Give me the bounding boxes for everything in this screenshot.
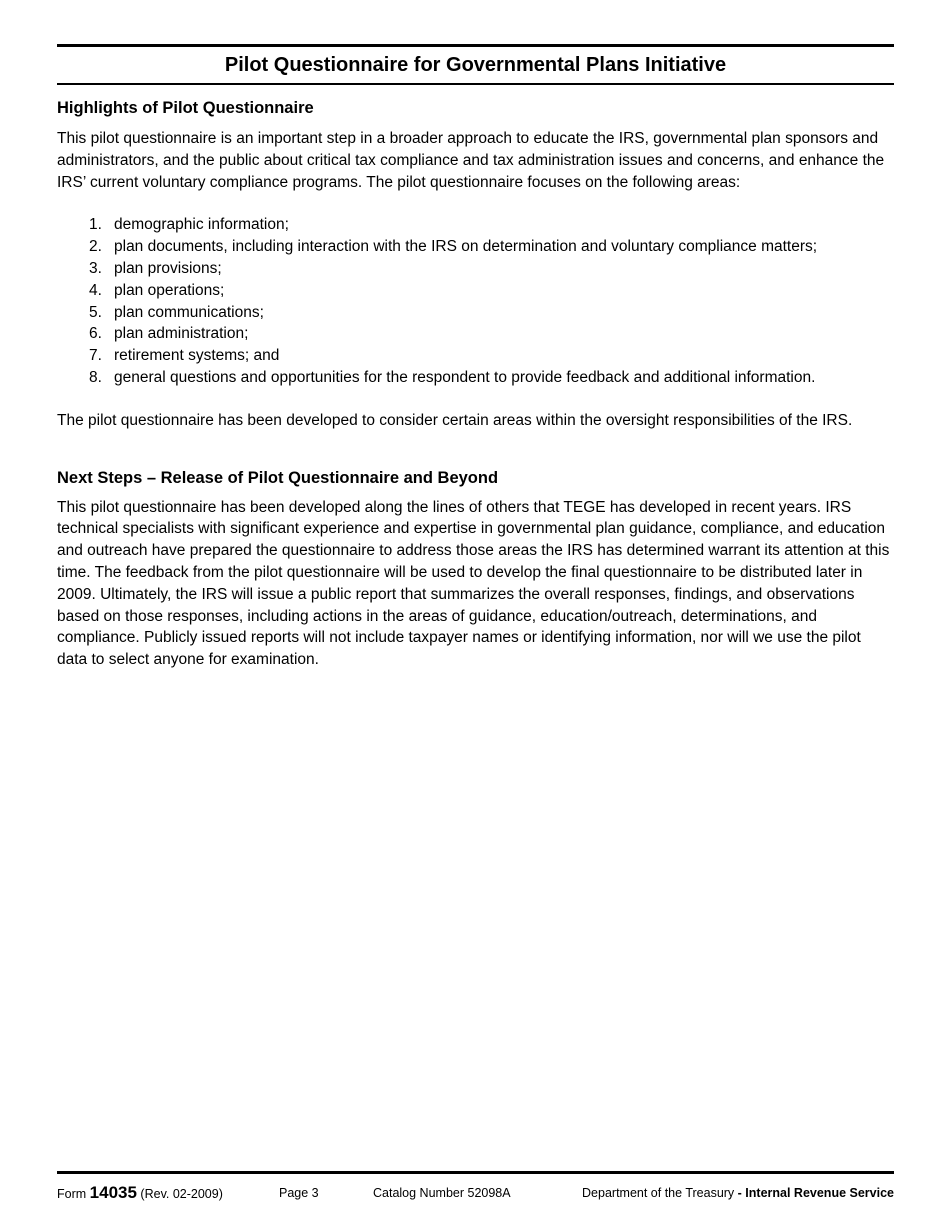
list-item: [57, 345, 894, 367]
list-item-text: demographic information;: [114, 216, 289, 234]
document-content: [57, 96, 894, 671]
list-item-text: plan communications;: [114, 303, 264, 321]
list-item-number: 7.: [89, 347, 102, 365]
department-label: [582, 1183, 894, 1203]
list-item: [57, 236, 894, 258]
list-item-text: plan operations;: [114, 281, 225, 299]
list-item-text: plan provisions;: [114, 259, 222, 277]
form-number: 14035: [89, 1183, 137, 1202]
next-steps-body: This pilot questionnaire has been developed along the lines of others that TEGE has developed in recent years. IRS technical specialists with significant experience and expertise in governmental plan guidance, compliance, and education and outreach have prepared the questionnaire to address those areas the IRS has determined warrant its attention at this time. The feedback from the pilot questionnaire will be used to develop the final questionnaire to be distributed later in 2009. Ultimately, the IRS will issue a public report that summarizes the overall responses, findings, and observations based on those responses, including actions in the areas of guidance, education/outreach, determinations, and compliance. Publicly issued reports will not include taxpayer names or identifying information, nor will we use the pilot data to select anyone for examination.: [57, 498, 890, 669]
title-bar: [57, 44, 894, 85]
document-page: [57, 0, 894, 1230]
list-item-text: general questions and opportunities for the respondent to provide feedback and additional information.: [114, 368, 816, 386]
focus-areas-list: [57, 214, 894, 388]
list-item: [57, 302, 894, 324]
list-item-number: 3.: [89, 259, 102, 277]
form-label: Form: [57, 1187, 87, 1201]
list-item-number: 5.: [89, 303, 102, 321]
agency-name: - Internal Revenue Service: [737, 1186, 894, 1200]
department-name: Department of the Treasury: [582, 1186, 735, 1200]
list-item: [57, 367, 894, 389]
form-revision: (Rev. 02-2009): [140, 1187, 223, 1201]
highlights-closing: The pilot questionnaire has been developed to consider certain areas within the oversight responsibilities of the IRS.: [57, 411, 853, 429]
page-number: Page 3: [279, 1186, 319, 1200]
form-identifier: [57, 1183, 223, 1204]
page-footer: [57, 1171, 894, 1204]
list-item: [57, 323, 894, 345]
list-item-text: retirement systems; and: [114, 347, 280, 365]
highlights-intro: This pilot questionnaire is an important step in a broader approach to educate the IRS, governmental plan sponsors and administrators, and the public about critical tax compliance and tax administration issues and concerns, and enhance the IRS’ current voluntary compliance programs. The pilot questionnaire focuses on the following areas:: [57, 130, 885, 191]
highlights-heading: Highlights of Pilot Questionnaire: [57, 99, 314, 117]
list-item-number: 6.: [89, 325, 102, 343]
page-title: Pilot Questionnaire for Governmental Plans Initiative: [224, 54, 727, 76]
list-item-number: 4.: [89, 281, 102, 299]
catalog-number: Catalog Number 52098A: [373, 1186, 511, 1200]
next-steps-heading: Next Steps – Release of Pilot Questionnaire and Beyond: [57, 468, 499, 487]
footer-row: [57, 1183, 894, 1203]
list-item: [57, 258, 894, 280]
list-item-text: plan administration;: [114, 325, 249, 343]
list-item: [57, 280, 894, 302]
list-item-number: 1.: [89, 216, 102, 234]
list-item-number: 2.: [89, 238, 102, 256]
list-item: [57, 214, 894, 236]
list-item-number: 8.: [89, 368, 102, 386]
list-item-text: plan documents, including interaction with the IRS on determination and voluntary compliance matters;: [114, 238, 818, 256]
